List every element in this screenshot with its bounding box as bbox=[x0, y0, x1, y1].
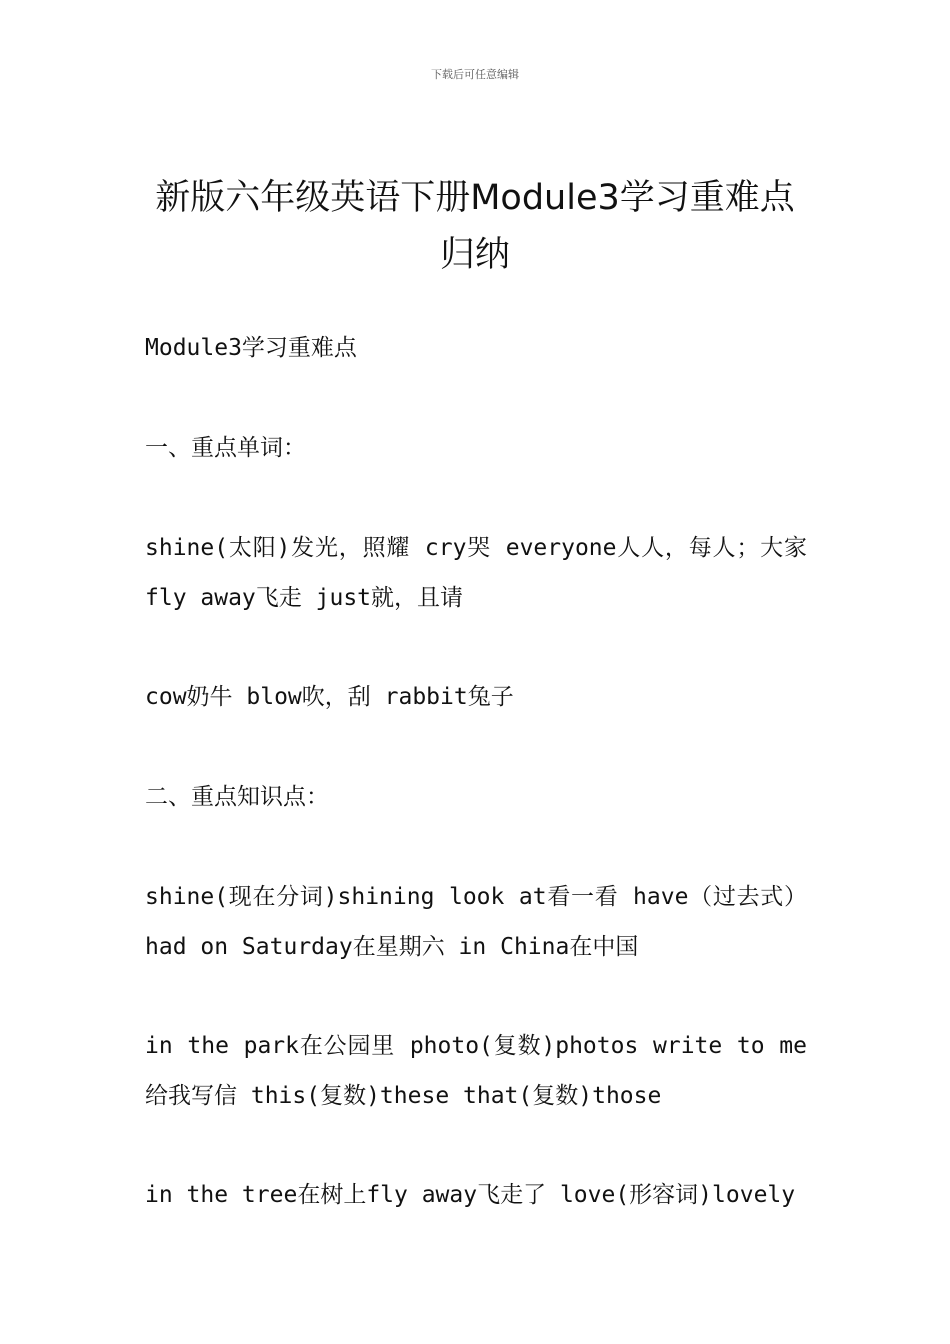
knowledge-paragraph-2: in the park在公园里 photo(复数)photos write to me给我写信 this(复数)these that(复数)those bbox=[145, 1033, 807, 1109]
document-subtitle: Module3学习重难点 bbox=[145, 335, 357, 361]
section-heading-knowledge-points: 二、重点知识点： bbox=[145, 784, 329, 810]
document-title: 新版六年级英语下册Module3学习重难点归纳 bbox=[155, 178, 795, 275]
knowledge-paragraph-3: in the tree在树上fly away飞走了 love(形容词)lovely bbox=[145, 1182, 796, 1208]
knowledge-paragraph-1: shine(现在分词)shining look at看一看 have（过去式）had on Saturday在星期六 in China在中国 bbox=[145, 884, 807, 960]
vocab-paragraph-2: cow奶牛 blow吹，刮 rabbit兔子 bbox=[145, 684, 514, 710]
vocab-paragraph-1: shine(太阳)发光，照耀 cry哭 everyone人人，每人；大家 fly away飞走 just就，且请 bbox=[145, 535, 807, 611]
header-note: 下载后可任意编辑 bbox=[431, 68, 519, 81]
section-heading-vocabulary: 一、重点单词： bbox=[145, 435, 306, 461]
